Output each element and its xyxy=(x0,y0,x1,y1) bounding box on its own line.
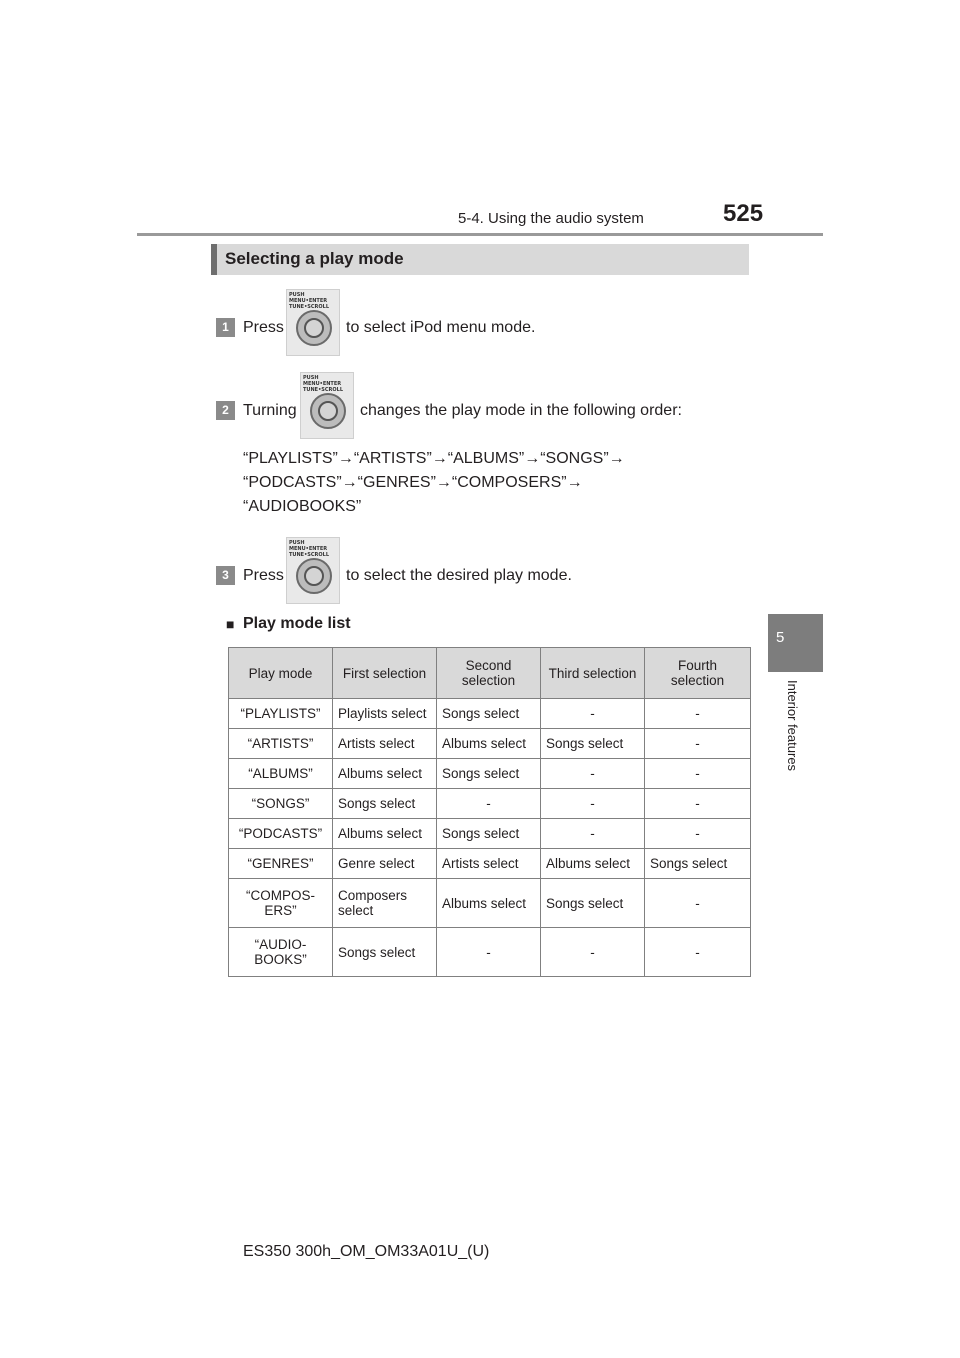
table-cell: Albums select xyxy=(541,849,645,879)
table-cell: - xyxy=(645,729,751,759)
table-cell: Albums select xyxy=(333,819,437,849)
table-cell: Songs select xyxy=(541,879,645,928)
table-cell: - xyxy=(645,789,751,819)
knob-ring-icon xyxy=(296,310,332,346)
table-row xyxy=(229,879,751,928)
table-cell: - xyxy=(541,928,645,977)
column-header: First selection xyxy=(333,648,437,699)
table-row xyxy=(229,759,751,789)
table-cell: - xyxy=(541,819,645,849)
page-number: 525 xyxy=(723,200,764,227)
table-cell: - xyxy=(541,699,645,729)
table-cell: “ARTISTS” xyxy=(229,729,333,759)
table-cell: - xyxy=(541,759,645,789)
table-cell: Songs select xyxy=(541,729,645,759)
step-2-badge: 2 xyxy=(216,401,235,420)
table-cell: “PODCASTS” xyxy=(229,819,333,849)
table-row xyxy=(229,789,751,819)
play-mode-order-line: “PODCASTS”→“GENRES”→“COMPOSERS”→ xyxy=(243,474,583,491)
table-cell: Genre select xyxy=(333,849,437,879)
table-header-row xyxy=(229,648,751,699)
table-cell: Songs select xyxy=(645,849,751,879)
table-cell: - xyxy=(645,759,751,789)
column-header: Fourth selection xyxy=(645,648,751,699)
table-cell: Composers select xyxy=(333,879,437,928)
step-3-badge: 3 xyxy=(216,566,235,585)
knob-label: PUSH MENU•ENTER TUNE•SCROLL xyxy=(289,540,330,558)
menu-enter-knob-icon xyxy=(286,537,340,604)
table-cell: “SONGS” xyxy=(229,789,333,819)
step-3-text-after: to select the desired play mode. xyxy=(346,567,572,584)
list-heading: Play mode list xyxy=(243,615,351,632)
table-cell: Albums select xyxy=(437,879,541,928)
step-1-text-after: to select iPod menu mode. xyxy=(346,319,536,336)
table-cell: - xyxy=(437,928,541,977)
document-code: ES350 300h_OM_OM33A01U_(U) xyxy=(243,1243,490,1260)
step-1-text-before: Press xyxy=(243,319,284,336)
table-row xyxy=(229,928,751,977)
knob-ring-icon xyxy=(310,393,346,429)
table-cell: “ALBUMS” xyxy=(229,759,333,789)
menu-enter-knob-icon xyxy=(300,372,354,439)
table-row xyxy=(229,849,751,879)
step-2-text-after: changes the play mode in the following order: xyxy=(360,402,682,419)
knob-label: PUSH MENU•ENTER TUNE•SCROLL xyxy=(289,292,330,310)
table-cell: Playlists select xyxy=(333,699,437,729)
table-cell: Artists select xyxy=(437,849,541,879)
step-1-badge: 1 xyxy=(216,318,235,337)
table-cell: Songs select xyxy=(437,699,541,729)
list-bullet-icon: ■ xyxy=(226,616,235,632)
table-cell: “COMPOS-ERS” xyxy=(229,879,333,928)
table-cell: “GENRES” xyxy=(229,849,333,879)
table-cell: - xyxy=(645,879,751,928)
column-header: Third selection xyxy=(541,648,645,699)
table-cell: - xyxy=(645,819,751,849)
table-cell: Artists select xyxy=(333,729,437,759)
table-row xyxy=(229,699,751,729)
knob-label: PUSH MENU•ENTER TUNE•SCROLL xyxy=(303,375,344,393)
step-3-text-before: Press xyxy=(243,567,284,584)
table-cell: - xyxy=(437,789,541,819)
chapter-label-text: Interior features xyxy=(785,680,800,772)
menu-enter-knob-icon xyxy=(286,289,340,356)
section-path: 5-4. Using the audio system xyxy=(458,210,644,227)
header-rule xyxy=(137,233,823,236)
table-cell: - xyxy=(541,789,645,819)
table-row xyxy=(229,729,751,759)
table-cell: Songs select xyxy=(333,928,437,977)
table-cell: Songs select xyxy=(437,819,541,849)
table-cell: Songs select xyxy=(333,789,437,819)
step-2-text-before: Turning xyxy=(243,402,297,419)
table-cell: Albums select xyxy=(333,759,437,789)
play-mode-order-line: “AUDIOBOOKS” xyxy=(243,498,362,515)
table-cell: “AUDIO-BOOKS” xyxy=(229,928,333,977)
play-mode-order-line: “PLAYLISTS”→“ARTISTS”→“ALBUMS”→“SONGS”→ xyxy=(243,450,625,467)
section-title: Selecting a play mode xyxy=(225,249,404,268)
table-cell: Songs select xyxy=(437,759,541,789)
column-header: Second selection xyxy=(437,648,541,699)
chapter-label xyxy=(784,680,800,790)
section-heading xyxy=(211,244,749,275)
chapter-number: 5 xyxy=(776,629,785,646)
table-cell: “PLAYLISTS” xyxy=(229,699,333,729)
play-mode-table xyxy=(228,647,751,977)
knob-ring-icon xyxy=(296,558,332,594)
table-cell: Albums select xyxy=(437,729,541,759)
table-row xyxy=(229,819,751,849)
table-cell: - xyxy=(645,699,751,729)
column-header: Play mode xyxy=(229,648,333,699)
table-cell: - xyxy=(645,928,751,977)
